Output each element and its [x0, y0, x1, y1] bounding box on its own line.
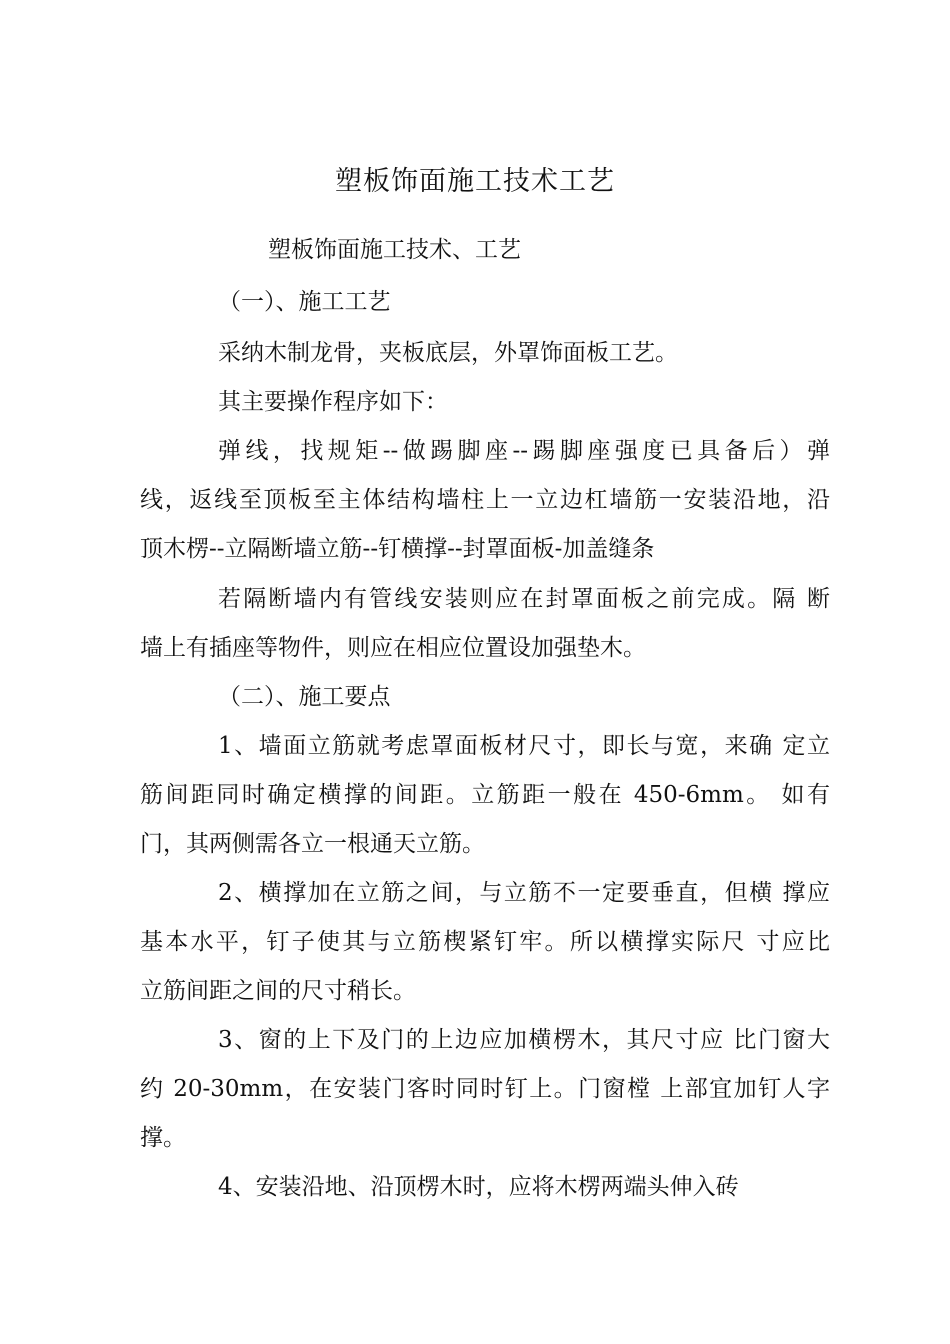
document-title: 塑板饰面施工技术工艺: [335, 166, 615, 197]
paragraph-line: 弹线，找规矩--做踢脚座--踢脚座强度已具备后）弹: [218, 438, 830, 464]
section-heading-1: （一）、施工工艺: [218, 289, 391, 315]
paragraph-line: 撑。: [140, 1125, 186, 1151]
paragraph-line: 4、安装沿地、沿顶楞木时，应将木楞两端头伸入砖: [218, 1174, 739, 1200]
section-heading-2: （二）、施工要点: [218, 684, 391, 710]
paragraph-line: 筋间距同时确定横撑的间距。立筋距一般在 450-6mm。 如有: [140, 782, 830, 808]
paragraph-line: 基本水平，钉子使其与立筋楔紧钉牢。所以横撑实际尺 寸应比: [140, 929, 830, 955]
subtitle-line: 塑板饰面施工技术、工艺: [268, 237, 521, 263]
paragraph-line: 立筋间距之间的尺寸稍长。: [140, 978, 416, 1004]
paragraph-line: 墙上有插座等物件，则应在相应位置设加强垫木。: [140, 635, 646, 661]
paragraph-line: 若隔断墙内有管线安装则应在封罩面板之前完成。隔 断: [218, 586, 830, 612]
paragraph-line: 顶木楞--立隔断墙立筋--钉横撑--封罩面板-加盖缝条: [140, 536, 655, 562]
paragraph-line: 门，其两侧需各立一根通天立筋。: [140, 831, 485, 857]
paragraph-line: 3、窗的上下及门的上边应加横楞木，其尺寸应 比门窗大: [218, 1027, 830, 1053]
paragraph-line: 1、墙面立筋就考虑罩面板材尺寸，即长与宽，来确 定立: [218, 733, 830, 759]
paragraph-line: 线，返线至顶板至主体结构墙柱上一立边杠墙筋一安装沿地，沿: [140, 487, 830, 513]
paragraph-line: 约 20-30mm，在安装门客时同时钉上。门窗樘 上部宜加钉人字: [140, 1076, 830, 1102]
paragraph-line: 采纳木制龙骨，夹板底层，外罩饰面板工艺。: [218, 340, 678, 366]
paragraph-line: 其主要操作程序如下：: [218, 389, 448, 415]
paragraph-line: 2、横撑加在立筋之间，与立筋不一定要垂直，但横 撑应: [218, 880, 830, 906]
